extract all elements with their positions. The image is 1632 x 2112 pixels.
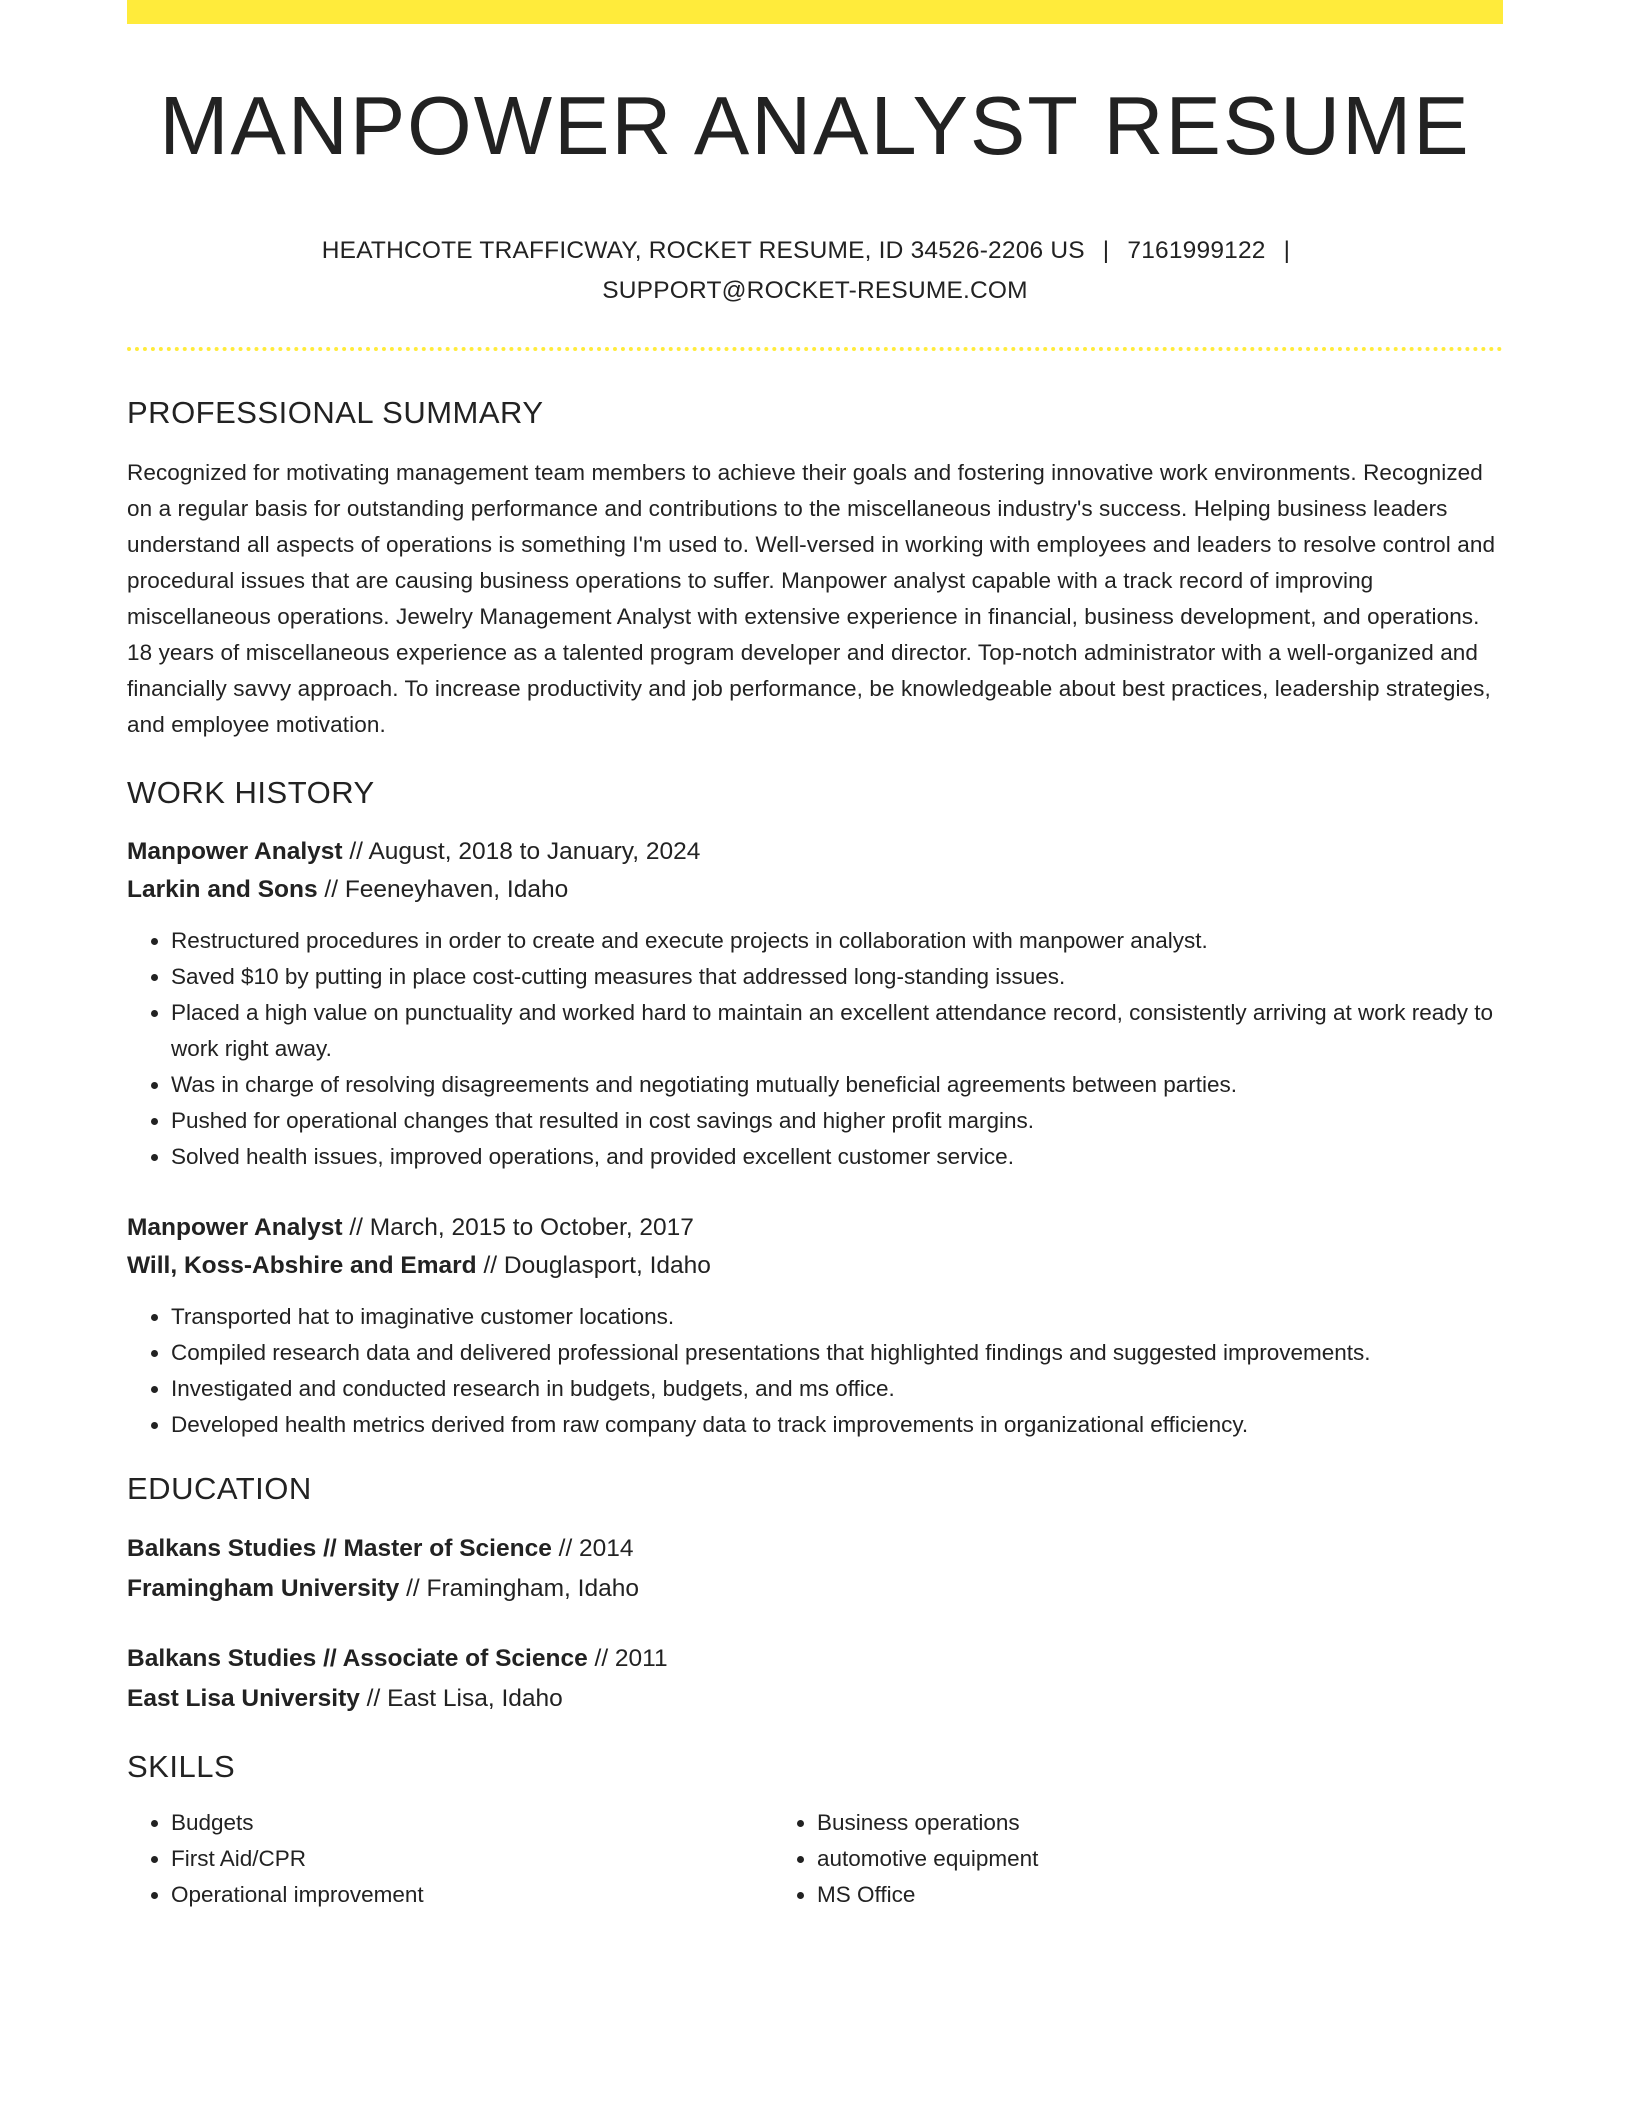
job-company: Will, Koss-Abshire and Emard: [127, 1252, 477, 1280]
education-degree-line: [127, 1529, 1503, 1569]
skills-grid: [127, 1805, 1503, 1913]
contact-address: HEATHCOTE TRAFFICWAY, ROCKET RESUME, ID 34526-2206 US: [321, 237, 1085, 265]
summary-text: Recognized for motivating management team members to achieve their goals and fostering innovative work environments. Recognized on a regular basis for outstanding performance and contributions to the miscellaneous industry's success. Helping business leaders understand all aspects of operations is something I'm used to. Well-versed in working with employees and leaders to resolve control and procedural issues that are causing business operations to suffer. Manpower analyst capable with a track record of improving miscellaneous operations. Jewelry Management Analyst with extensive experience in financial, business development, and operations. 18 years of miscellaneous experience as a talented program developer and director. Top-notch administrator with a well-organized and financially savvy approach. To increase productivity and job performance, be knowledgeable about best practices, leadership strategies, and employee motivation.: [127, 460, 1496, 738]
skill-item: • Budgets: [171, 1805, 771, 1841]
job-entry: [127, 1209, 1503, 1443]
education-degree: Balkans Studies // Master of Science: [127, 1535, 552, 1563]
job-bullets: [127, 1299, 1503, 1443]
job-entry: [127, 833, 1503, 1175]
job-bullets: [127, 923, 1503, 1175]
list-item: • Developed health metrics derived from raw company data to track improvements in organizational efficiency.: [171, 1407, 1503, 1443]
skill-item: • Business operations: [817, 1805, 1415, 1841]
section-title-summary: PROFESSIONAL SUMMARY: [127, 395, 544, 431]
education-year: // 2014: [551, 1535, 634, 1563]
job-dates: // March, 2015 to October, 2017: [342, 1214, 694, 1242]
job-company-line: [127, 871, 1503, 909]
list-item: • Transported hat to imaginative customer locations.: [171, 1299, 1503, 1335]
job-position: Manpower Analyst: [127, 838, 343, 866]
section-title-skills: SKILLS: [127, 1749, 236, 1785]
education-location: // East Lisa, Idaho: [359, 1685, 563, 1713]
resume-title: MANPOWER ANALYST RESUME: [159, 79, 1471, 172]
list-item: • Restructured procedures in order to create and execute projects in collaboration with manpower analyst.: [171, 923, 1503, 959]
job-title-line: [127, 1209, 1503, 1247]
list-item: • Placed a high value on punctuality and worked hard to maintain an excellent attendance record, consistently arriving at work ready to work right away.: [171, 995, 1503, 1067]
skills-column-left: [127, 1805, 771, 1913]
skill-item: • Operational improvement: [171, 1877, 771, 1913]
education-entry: [127, 1639, 1503, 1719]
list-item: • Saved $10 by putting in place cost-cutting measures that addressed long-standing issues.: [171, 959, 1503, 995]
job-company-line: [127, 1247, 1503, 1285]
skills-column-right: [771, 1805, 1415, 1913]
job-location: // Douglasport, Idaho: [476, 1252, 711, 1280]
skill-item: • First Aid/CPR: [171, 1841, 771, 1877]
section-title-education: EDUCATION: [127, 1471, 312, 1507]
dotted-divider: [127, 347, 1503, 351]
education-school: East Lisa University: [127, 1685, 360, 1713]
resume-page: [127, 0, 1503, 1913]
education-degree-line: [127, 1639, 1503, 1679]
contact-phone: 7161999122: [1127, 237, 1266, 265]
contact-separator: |: [1283, 237, 1291, 265]
job-position: Manpower Analyst: [127, 1214, 343, 1242]
list-item: • Pushed for operational changes that resulted in cost savings and higher profit margins.: [171, 1103, 1503, 1139]
skill-item: • automotive equipment: [817, 1841, 1415, 1877]
contact-separator: |: [1102, 237, 1110, 265]
list-item: • Was in charge of resolving disagreements and negotiating mutually beneficial agreements between parties.: [171, 1067, 1503, 1103]
list-item: • Investigated and conducted research in budgets, budgets, and ms office.: [171, 1371, 1503, 1407]
section-title-work-history: WORK HISTORY: [127, 775, 375, 811]
job-title-line: [127, 833, 1503, 871]
job-company: Larkin and Sons: [127, 876, 318, 904]
contact-email: SUPPORT@ROCKET-RESUME.COM: [602, 277, 1028, 305]
contact-info: [315, 231, 1315, 311]
education-school-line: [127, 1679, 1503, 1719]
list-item: • Solved health issues, improved operations, and provided excellent customer service.: [171, 1139, 1503, 1175]
education-location: // Framingham, Idaho: [399, 1575, 639, 1603]
skill-item: • MS Office: [817, 1877, 1415, 1913]
job-dates: // August, 2018 to January, 2024: [342, 838, 701, 866]
education-school-line: [127, 1569, 1503, 1609]
education-degree: Balkans Studies // Associate of Science: [127, 1645, 588, 1673]
accent-top-bar: [127, 0, 1503, 24]
education-school: Framingham University: [127, 1575, 400, 1603]
list-item: • Compiled research data and delivered professional presentations that highlighted findings and suggested improvements.: [171, 1335, 1503, 1371]
education-year: // 2011: [587, 1645, 668, 1673]
job-location: // Feeneyhaven, Idaho: [317, 876, 569, 904]
education-entry: [127, 1529, 1503, 1609]
